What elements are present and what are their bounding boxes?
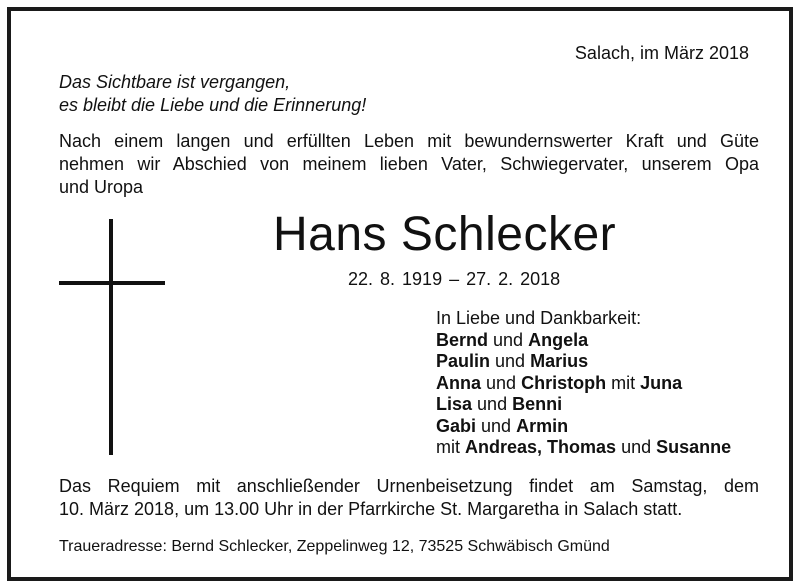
mourner-row — [436, 330, 731, 352]
quote-line-2: es bleibt die Liebe und die Erinnerung! — [59, 95, 367, 115]
quote-line-1: Das Sichtbare ist vergangen, — [59, 72, 291, 92]
conjunction: und — [486, 372, 517, 393]
mourner-name: Andreas, Thomas — [465, 437, 617, 457]
mourner-name: Bernd — [436, 329, 489, 350]
conjunction: mit — [436, 437, 460, 457]
conjunction: und — [477, 394, 508, 414]
mourner-name: Angela — [528, 329, 589, 350]
mourner-name: Anna — [436, 372, 481, 393]
cross-vertical-bar — [109, 219, 113, 455]
mourner-name: Gabi — [436, 415, 477, 436]
mourner-row — [436, 394, 731, 416]
mourner-row — [436, 416, 731, 438]
cross-horizontal-bar — [59, 281, 165, 285]
mourner-name: Paulin — [436, 351, 491, 371]
mourner-name: Lisa — [436, 394, 473, 414]
requiem-line-1: Das Requiem mit anschließender Urnenbeisetzung findet am Samstag, dem — [59, 476, 759, 496]
conjunction: und — [621, 437, 652, 457]
quote — [59, 71, 366, 117]
mourner-row — [436, 437, 731, 459]
conjunction: und — [493, 329, 524, 350]
requiem-text — [59, 475, 759, 521]
intro-line-2: nehmen wir Abschied von meinem lieben Vater, Schwiegervater, unserem Opa — [59, 154, 759, 174]
conjunction: und — [495, 351, 526, 371]
mourner-name: Benni — [512, 394, 563, 414]
conjunction: und — [481, 415, 512, 436]
mourner-name: Christoph — [521, 372, 607, 393]
mourners-list — [436, 308, 731, 459]
intro-line-1: Nach einem langen und erfüllten Leben mit bewundernswerter Kraft und Güte — [59, 131, 759, 151]
mourning-address: Traueradresse: Bernd Schlecker, Zeppelinweg 12, 73525 Schwäbisch Gmünd — [59, 538, 610, 555]
intro-text — [59, 130, 759, 199]
place-date: Salach, im März 2018 — [574, 43, 749, 63]
mourner-row — [436, 351, 731, 373]
deceased-name: Hans Schlecker — [273, 208, 617, 261]
mourner-name: Armin — [516, 415, 569, 436]
mourner-name: Juna — [640, 372, 683, 393]
mourners-intro: In Liebe und Dankbarkeit: — [436, 308, 642, 328]
conjunction: mit — [611, 372, 636, 393]
intro-line-3: und Uropa — [59, 177, 144, 197]
mourner-row — [436, 373, 731, 395]
requiem-line-2: 10. März 2018, um 13.00 Uhr in der Pfarrkirche St. Margaretha in Salach statt. — [59, 499, 683, 519]
obituary-frame — [7, 7, 793, 581]
mourner-name: Susanne — [656, 437, 732, 457]
life-dates: 22. 8. 1919 – 27. 2. 2018 — [348, 269, 561, 289]
mourner-name: Marius — [530, 351, 589, 371]
